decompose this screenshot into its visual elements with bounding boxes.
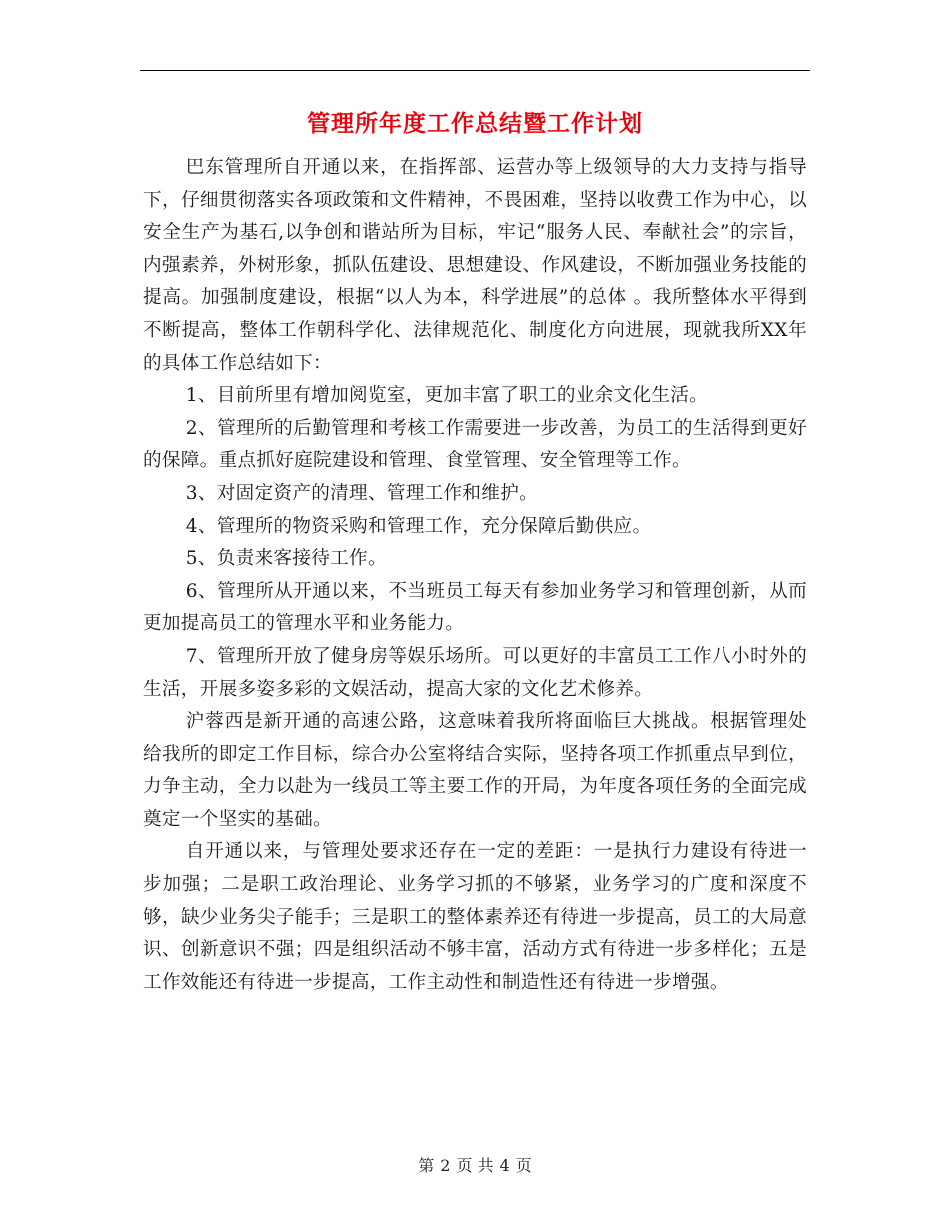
paragraph-item-6: 6、管理所从开通以来，不当班员工每天有参加业务学习和管理创新，从而更加提高员工的管理水平和业务能力。 <box>143 580 807 635</box>
paragraph-item-5: 5、负责来客接待工作。 <box>185 548 387 570</box>
paragraph-item-4: 4、管理所的物资采购和管理工作，充分保障后勤供应。 <box>185 515 652 537</box>
footer-page-number: 2 <box>440 1156 451 1175</box>
paragraph-item-1: 1、目前所里有增加阅览室，更加丰富了职工的业余文化生活。 <box>185 385 709 407</box>
paragraph-shortcomings: 自开通以来，与管理处要求还存在一定的差距：一是执行力建设有待进一步加强；二是职工政治理论、业务学习抓的不够紧，业务学习的广度和深度不够，缺少业务尖子能手；三是职工的整体素养还有待进一步提高，员工的大局意识、创新意识不强；四是组织活动不够丰富，活动方式有待进一步多样化；五是工作效能还有待进一步提高，工作主动性和制造性还有待进一步增强。 <box>143 841 807 993</box>
footer-prefix: 第 <box>418 1156 435 1175</box>
paragraph-plan: 沪蓉西是新开通的高速公路，这意味着我所将面临巨大挑战。根据管理处给我所的即定工作目标，综合办公室将结合实际，坚持各项工作抓重点早到位，力争主动，全力以赴为一线员工等主要工作的开局，为年度各项任务的全面完成奠定一个坚实的基础。 <box>143 711 807 830</box>
footer-suffix: 页 <box>515 1156 532 1175</box>
footer-total-pages: 4 <box>499 1156 510 1175</box>
page-footer <box>0 1153 950 1176</box>
paragraph-item-7: 7、管理所开放了健身房等娱乐场所。可以更好的丰富员工工作八小时外的生活，开展多姿多彩的文娱活动，提高大家的文化艺术修养。 <box>143 645 807 700</box>
footer-middle: 页 共 <box>456 1156 494 1175</box>
document-title: 管理所年度工作总结暨工作计划 <box>307 111 643 137</box>
paragraph-item-2: 2、管理所的后勤管理和考核工作需要进一步改善，为员工的生活得到更好的保障。重点抓好庭院建设和管理、食堂管理、安全管理等工作。 <box>143 417 807 472</box>
paragraph-intro: 巴东管理所自开通以来，在指挥部、运营办等上级领导的大力支持与指导下，仔细贯彻落实各项政策和文件精神，不畏困难，坚持以收费工作为中心，以安全生产为基石,以争创和谐站所为目标，牢记“服务人民、奉献社会”的宗旨，内强素养，外树形象，抓队伍建设、思想建设、作风建设，不断加强业务技能的提高。加强制度建设，根据“以人为本，科学进展”的总体 。我所整体水平得到不断提高，整体工作朝科学化、法律规范化、制度化方向进展，现就我所XX年的具体工作总结如下： <box>143 157 807 374</box>
document-body <box>143 152 807 999</box>
paragraph-item-3: 3、对固定资产的清理、管理工作和维护。 <box>185 482 538 504</box>
header-rule <box>140 70 810 71</box>
